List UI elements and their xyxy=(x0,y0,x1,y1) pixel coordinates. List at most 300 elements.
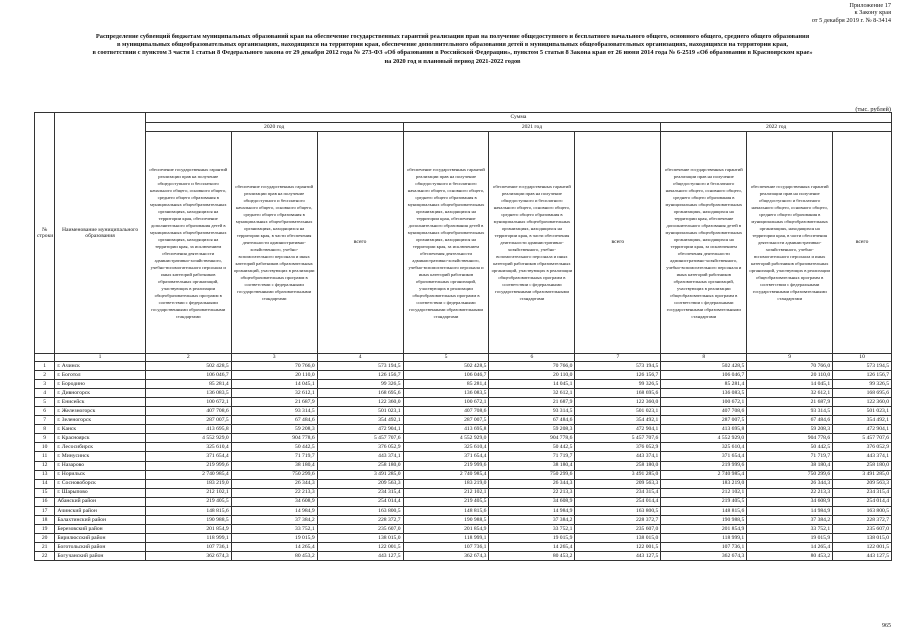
amount-cell: 502 428,5 xyxy=(145,362,231,371)
amount-cell: 413 695,8 xyxy=(661,425,747,434)
amount-cell: 502 428,5 xyxy=(403,362,489,371)
amount-cell: 287 007,5 xyxy=(661,416,747,425)
amount-cell: 209 563,3 xyxy=(317,479,403,488)
amount-cell: 371 654,4 xyxy=(145,452,231,461)
table-row xyxy=(35,434,892,443)
table-row xyxy=(35,389,892,398)
amount-cell: 362 674,3 xyxy=(661,551,747,560)
amount-cell: 71 719,7 xyxy=(747,452,833,461)
amount-cell: 38 180,4 xyxy=(489,461,575,470)
amount-cell: 93 314,5 xyxy=(231,407,317,416)
amount-cell: 126 156,7 xyxy=(317,371,403,380)
amount-cell: 22 213,3 xyxy=(489,488,575,497)
amount-cell: 362 674,3 xyxy=(145,551,231,560)
column-number: 6 xyxy=(489,354,575,362)
amount-cell: 5 457 707,6 xyxy=(317,434,403,443)
appendix-line-1: Приложение 17 xyxy=(849,2,891,9)
amount-cell: 20 110,0 xyxy=(489,371,575,380)
amount-cell: 750 299,6 xyxy=(489,470,575,479)
amount-cell: 106 046,7 xyxy=(403,371,489,380)
row-number: 3 xyxy=(35,380,55,389)
amount-cell: 32 612,1 xyxy=(747,389,833,398)
amount-cell: 183 219,0 xyxy=(403,479,489,488)
amount-cell: 201 854,9 xyxy=(661,524,747,533)
amount-cell: 118 999,1 xyxy=(403,533,489,542)
amount-cell: 573 194,5 xyxy=(317,362,403,371)
table-row xyxy=(35,371,892,380)
municipality-name: Боготольский район xyxy=(55,542,145,551)
amount-cell: 443 374,1 xyxy=(317,452,403,461)
amount-cell: 136 083,5 xyxy=(403,389,489,398)
title-line-4: на 2020 год и плановый период 2021-2022 годов xyxy=(384,57,521,65)
amount-cell: 71 719,7 xyxy=(231,452,317,461)
amount-cell: 50 442,5 xyxy=(489,443,575,452)
amount-cell: 34 608,9 xyxy=(231,497,317,506)
amount-cell: 122 360,0 xyxy=(575,398,661,407)
amount-cell: 750 299,6 xyxy=(747,470,833,479)
table-row xyxy=(35,542,892,551)
header-2022-sub-a: обеспечение государственных гарантий реализации прав на получение общедоступного и бесплатного начального общего, основного общего, среднего общего образования в муниципальных общеобразовательных организациях, находящихся на территории края, обеспечение дополнительного образования детей в муниципальных общеобразовательных организациях, находящихся на территории края, за исключением обеспечения деятельности административно-хозяйственного, учебно-вспомогательного персонала и иных категорий работников образовательных организаций, участвующих в реализации общеобразовательных программ в соответствии с федеральными государственными образовательными стандартами xyxy=(661,132,747,354)
column-number: 3 xyxy=(231,354,317,362)
amount-cell: 228 372,7 xyxy=(833,515,892,524)
column-number: 9 xyxy=(747,354,833,362)
header-2021-sub-b: обеспечение государственных гарантий реализации прав на получение общедоступного и бесплатного начального общего, основного общего, среднего общего образования в муниципальных общеобразовательных организациях, находящихся на территории края, в части обеспечения деятельности административно-хозяйственного, учебно-вспомогательного персонала и иных категорий работников образовательных организаций, участвующих в реализации общеобразовательных программ в соответствии с федеральными государственными образовательными стандартами xyxy=(489,132,575,354)
amount-cell: 26 344,3 xyxy=(489,479,575,488)
amount-cell: 168 695,6 xyxy=(317,389,403,398)
row-number: 19 xyxy=(35,524,55,533)
municipality-name: г. Красноярск xyxy=(55,434,145,443)
amount-cell: 376 052,9 xyxy=(575,443,661,452)
municipality-name: г. Минусинск xyxy=(55,452,145,461)
amount-cell: 325 610,4 xyxy=(145,443,231,452)
header-2021-sub-a: обеспечение государственных гарантий реализации прав на получение общедоступного и бесплатного начального общего, основного общего, среднего общего образования в муниципальных общеобразовательных организациях, находящихся на территории края, обеспечение дополнительного образования детей в муниципальных общеобразовательных организациях, находящихся на территории края, за исключением обеспечения деятельности административно-хозяйственного, учебно-вспомогательного персонала и иных категорий работников образовательных организаций, участвующих в реализации общеобразовательных программ в соответствии с федеральными государственными образовательными стандартами xyxy=(403,132,489,354)
table-row xyxy=(35,407,892,416)
amount-cell: 100 672,1 xyxy=(403,398,489,407)
amount-cell: 32 612,1 xyxy=(489,389,575,398)
amount-cell: 235 607,0 xyxy=(317,524,403,533)
amount-cell: 100 672,1 xyxy=(661,398,747,407)
header-2020-total: всего xyxy=(317,132,403,354)
amount-cell: 118 999,1 xyxy=(661,533,747,542)
amount-cell: 106 046,7 xyxy=(145,371,231,380)
amount-cell: 573 194,5 xyxy=(575,362,661,371)
row-number: 1 xyxy=(35,362,55,371)
amount-cell: 148 815,6 xyxy=(661,506,747,515)
row-number: 5 xyxy=(35,398,55,407)
amount-cell: 99 326,5 xyxy=(833,380,892,389)
header-year-2020: 2020 год xyxy=(145,122,403,132)
amount-cell: 3 491 285,0 xyxy=(833,470,892,479)
amount-cell: 21 687,9 xyxy=(747,398,833,407)
amount-cell: 3 491 285,0 xyxy=(575,470,661,479)
amount-cell: 325 610,4 xyxy=(661,443,747,452)
table-row xyxy=(35,443,892,452)
amount-cell: 19 015,9 xyxy=(231,533,317,542)
header-sum: Сумма xyxy=(145,113,891,123)
row-number: 20 xyxy=(35,533,55,542)
amount-cell: 122 001,5 xyxy=(833,542,892,551)
municipality-name: г. Норильск xyxy=(55,470,145,479)
table-row xyxy=(35,398,892,407)
amount-cell: 67 484,6 xyxy=(489,416,575,425)
amount-cell: 234 315,4 xyxy=(317,488,403,497)
row-number: 2 xyxy=(35,371,55,380)
amount-cell: 4 552 929,0 xyxy=(145,434,231,443)
amount-cell: 254 014,4 xyxy=(575,497,661,506)
municipality-name: г. Шарыпово xyxy=(55,488,145,497)
amount-cell: 22 213,3 xyxy=(747,488,833,497)
amount-cell: 38 180,4 xyxy=(747,461,833,470)
amount-cell: 472 904,1 xyxy=(575,425,661,434)
column-number: 10 xyxy=(833,354,892,362)
amount-cell: 234 315,4 xyxy=(575,488,661,497)
header-year-2021: 2021 год xyxy=(403,122,661,132)
amount-cell: 287 007,5 xyxy=(145,416,231,425)
amount-cell: 4 552 929,0 xyxy=(661,434,747,443)
amount-cell: 219 405,5 xyxy=(403,497,489,506)
amount-cell: 118 999,1 xyxy=(145,533,231,542)
amount-cell: 2 740 985,4 xyxy=(403,470,489,479)
amount-cell: 70 766,0 xyxy=(489,362,575,371)
table-row xyxy=(35,416,892,425)
amount-cell: 93 314,5 xyxy=(747,407,833,416)
title-line-2: в муниципальных общеобразовательных организациях, находящихся на территории края, обеспечение дополнительного образования детей в муниципальных общеобразовательных организациях, находящихся на территории края, xyxy=(116,41,789,49)
amount-cell: 212 102,1 xyxy=(145,488,231,497)
amount-cell: 212 102,1 xyxy=(403,488,489,497)
amount-cell: 502 428,5 xyxy=(661,362,747,371)
amount-cell: 190 988,5 xyxy=(145,515,231,524)
table-row xyxy=(35,479,892,488)
amount-cell: 70 766,0 xyxy=(747,362,833,371)
amount-cell: 904 778,6 xyxy=(747,434,833,443)
amount-cell: 258 180,0 xyxy=(575,461,661,470)
column-number: 8 xyxy=(661,354,747,362)
header-municipality: Наименование муниципального образования xyxy=(55,113,145,354)
amount-cell: 219 999,6 xyxy=(403,461,489,470)
amount-cell: 234 315,4 xyxy=(833,488,892,497)
amount-cell: 107 736,1 xyxy=(145,542,231,551)
municipality-name: г. Канск xyxy=(55,425,145,434)
amount-cell: 34 608,9 xyxy=(747,497,833,506)
document-title xyxy=(6,33,899,66)
amount-cell: 99 326,5 xyxy=(317,380,403,389)
municipality-name: г. Назарово xyxy=(55,461,145,470)
amount-cell: 163 800,5 xyxy=(833,506,892,515)
amount-cell: 71 719,7 xyxy=(489,452,575,461)
municipality-name: г. Боготол xyxy=(55,371,145,380)
amount-cell: 407 708,6 xyxy=(145,407,231,416)
amount-cell: 287 007,5 xyxy=(403,416,489,425)
amount-cell: 19 015,9 xyxy=(489,533,575,542)
amount-cell: 38 180,4 xyxy=(231,461,317,470)
amount-cell: 14 265,4 xyxy=(489,542,575,551)
municipality-name: г. Зеленогорск xyxy=(55,416,145,425)
amount-cell: 50 442,5 xyxy=(231,443,317,452)
amount-cell: 148 815,6 xyxy=(145,506,231,515)
amount-cell: 219 405,5 xyxy=(661,497,747,506)
amount-cell: 254 014,4 xyxy=(317,497,403,506)
header-2022-sub-b: обеспечение государственных гарантий реализации прав на получение общедоступного и бесплатного начального общего, основного общего, среднего общего образования в муниципальных общеобразовательных организациях, находящихся на территории края, в части обеспечения деятельности административно-хозяйственного, учебно-вспомогательного персонала и иных категорий работников образовательных организаций, участвующих в реализации общеобразовательных программ в соответствии с федеральными государственными образовательными стандартами xyxy=(747,132,833,354)
amount-cell: 413 695,8 xyxy=(145,425,231,434)
amount-cell: 136 083,5 xyxy=(661,389,747,398)
amount-cell: 443 374,1 xyxy=(575,452,661,461)
table-row xyxy=(35,470,892,479)
municipality-name: Богучанский район xyxy=(55,551,145,560)
amount-cell: 354 492,1 xyxy=(833,416,892,425)
amount-cell: 126 156,7 xyxy=(575,371,661,380)
header-2020-sub-b: обеспечение государственных гарантий реализации прав на получение общедоступного и бесплатного начального общего, основного общего, среднего общего образования в муниципальных общеобразовательных организациях, находящихся на территории края, в части обеспечения деятельности административно-хозяйственного, учебно-вспомогательного персонала и иных категорий работников образовательных организаций, участвующих в реализации общеобразовательных программ в соответствии с федеральными государственными образовательными стандартами xyxy=(231,132,317,354)
table-row xyxy=(35,506,892,515)
amount-cell: 126 156,7 xyxy=(833,371,892,380)
amount-cell: 122 001,5 xyxy=(317,542,403,551)
amount-cell: 201 854,9 xyxy=(145,524,231,533)
amount-cell: 235 607,0 xyxy=(575,524,661,533)
row-number: 4 xyxy=(35,389,55,398)
amount-cell: 14 045,1 xyxy=(489,380,575,389)
header-2021-total: всего xyxy=(575,132,661,354)
amount-cell: 362 674,3 xyxy=(403,551,489,560)
amount-cell: 443 374,1 xyxy=(833,452,892,461)
amount-cell: 168 695,6 xyxy=(833,389,892,398)
amount-cell: 34 608,9 xyxy=(489,497,575,506)
amount-cell: 14 045,1 xyxy=(747,380,833,389)
amount-cell: 5 457 707,6 xyxy=(833,434,892,443)
amount-cell: 354 492,1 xyxy=(317,416,403,425)
amount-cell: 14 265,4 xyxy=(747,542,833,551)
column-number: 7 xyxy=(575,354,661,362)
amount-cell: 407 708,6 xyxy=(661,407,747,416)
amount-cell: 85 281,4 xyxy=(145,380,231,389)
table-row xyxy=(35,515,892,524)
municipality-name: г. Сосновоборск xyxy=(55,479,145,488)
amount-cell: 122 360,0 xyxy=(317,398,403,407)
amount-cell: 37 384,2 xyxy=(747,515,833,524)
amount-cell: 183 219,0 xyxy=(661,479,747,488)
amount-cell: 14 984,9 xyxy=(489,506,575,515)
header-2020-sub-a: обеспечение государственных гарантий реализации прав на получение общедоступного и бесплатного начального общего, основного общего, среднего общего образования в муниципальных общеобразовательных организациях, находящихся на территории края, обеспечение дополнительного образования детей в муниципальных общеобразовательных организациях, находящихся на территории края, за исключением обеспечения деятельности административно-хозяйственного, учебно-вспомогательного персонала и иных категорий работников образовательных организаций, участвующих в реализации общеобразовательных программ в соответствии с федеральными государственными образовательными стандартами xyxy=(145,132,231,354)
amount-cell: 99 326,5 xyxy=(575,380,661,389)
amount-cell: 168 695,6 xyxy=(575,389,661,398)
table-row xyxy=(35,362,892,371)
amount-cell: 407 708,6 xyxy=(403,407,489,416)
amount-cell: 376 052,9 xyxy=(833,443,892,452)
amount-cell: 212 102,1 xyxy=(661,488,747,497)
amount-cell: 501 023,1 xyxy=(317,407,403,416)
amount-cell: 190 988,5 xyxy=(403,515,489,524)
column-number: 2 xyxy=(145,354,231,362)
amount-cell: 26 344,3 xyxy=(231,479,317,488)
amount-cell: 59 208,3 xyxy=(231,425,317,434)
table-row xyxy=(35,551,892,560)
amount-cell: 201 854,9 xyxy=(403,524,489,533)
subvention-table xyxy=(34,112,892,561)
amount-cell: 138 015,0 xyxy=(575,533,661,542)
amount-cell: 136 083,5 xyxy=(145,389,231,398)
amount-cell: 80 453,2 xyxy=(747,551,833,560)
amount-cell: 22 213,3 xyxy=(231,488,317,497)
amount-cell: 443 127,5 xyxy=(833,551,892,560)
table-row xyxy=(35,425,892,434)
amount-cell: 354 492,1 xyxy=(575,416,661,425)
municipality-name: г. Дивногорск xyxy=(55,389,145,398)
amount-cell: 254 014,4 xyxy=(833,497,892,506)
municipality-name: г. Ачинск xyxy=(55,362,145,371)
column-number: 4 xyxy=(317,354,403,362)
amount-cell: 5 457 707,6 xyxy=(575,434,661,443)
amount-cell: 573 194,5 xyxy=(833,362,892,371)
amount-cell: 163 800,5 xyxy=(575,506,661,515)
row-number: 14 xyxy=(35,479,55,488)
table-row xyxy=(35,461,892,470)
row-number: 22 xyxy=(35,551,55,560)
header-2022-total: всего xyxy=(833,132,892,354)
row-number: 10 xyxy=(35,443,55,452)
amount-cell: 37 384,2 xyxy=(231,515,317,524)
amount-cell: 100 672,1 xyxy=(145,398,231,407)
amount-cell: 33 752,1 xyxy=(231,524,317,533)
amount-cell: 219 999,6 xyxy=(145,461,231,470)
amount-cell: 235 607,0 xyxy=(833,524,892,533)
table-row xyxy=(35,488,892,497)
amount-cell: 472 904,1 xyxy=(317,425,403,434)
page-number: 965 xyxy=(882,623,891,629)
amount-cell: 59 208,3 xyxy=(489,425,575,434)
amount-cell: 148 815,6 xyxy=(403,506,489,515)
row-number: 16 xyxy=(35,497,55,506)
row-number: 15 xyxy=(35,488,55,497)
amount-cell: 228 372,7 xyxy=(317,515,403,524)
amount-cell: 33 752,1 xyxy=(489,524,575,533)
amount-cell: 50 442,5 xyxy=(747,443,833,452)
amount-cell: 325 610,4 xyxy=(403,443,489,452)
amount-cell: 19 015,9 xyxy=(747,533,833,542)
amount-cell: 67 484,6 xyxy=(231,416,317,425)
amount-cell: 4 552 929,0 xyxy=(403,434,489,443)
amount-cell: 501 023,1 xyxy=(575,407,661,416)
column-numbers-row xyxy=(35,354,892,362)
table-row xyxy=(35,497,892,506)
amount-cell: 371 654,4 xyxy=(661,452,747,461)
title-line-3: в соответствии с пунктом 3 части 1 статьи 8 Федерального закона от 29 декабря 2012 года № 273-ФЗ «Об образовании в Российской Федерации», пунктом 5 статьи 8 Закона края от 26 июня 2014 года № 6-2519 «Об образовании в Красноярском крае» xyxy=(92,49,813,57)
amount-cell: 37 384,2 xyxy=(489,515,575,524)
amount-cell: 3 491 285,0 xyxy=(317,470,403,479)
column-number-blank xyxy=(35,354,55,362)
amount-cell: 122 360,0 xyxy=(833,398,892,407)
amount-cell: 26 344,3 xyxy=(747,479,833,488)
amount-cell: 904 778,6 xyxy=(231,434,317,443)
table-row xyxy=(35,524,892,533)
amount-cell: 138 015,0 xyxy=(833,533,892,542)
amount-cell: 443 127,5 xyxy=(575,551,661,560)
appendix-block xyxy=(812,2,891,24)
amount-cell: 21 687,9 xyxy=(231,398,317,407)
municipality-name: г. Лесосибирск xyxy=(55,443,145,452)
units-label: (тыс. рублей) xyxy=(855,106,891,113)
row-number: 13 xyxy=(35,470,55,479)
amount-cell: 2 740 985,4 xyxy=(145,470,231,479)
amount-cell: 20 110,0 xyxy=(747,371,833,380)
amount-cell: 70 766,0 xyxy=(231,362,317,371)
amount-cell: 32 612,1 xyxy=(231,389,317,398)
amount-cell: 107 736,1 xyxy=(661,542,747,551)
amount-cell: 190 988,5 xyxy=(661,515,747,524)
amount-cell: 67 484,6 xyxy=(747,416,833,425)
amount-cell: 122 001,5 xyxy=(575,542,661,551)
amount-cell: 371 654,4 xyxy=(403,452,489,461)
amount-cell: 20 110,0 xyxy=(231,371,317,380)
amount-cell: 163 800,5 xyxy=(317,506,403,515)
row-number: 21 xyxy=(35,542,55,551)
row-number: 7 xyxy=(35,416,55,425)
amount-cell: 219 999,6 xyxy=(661,461,747,470)
municipality-name: Ачинский район xyxy=(55,506,145,515)
column-number: 1 xyxy=(55,354,145,362)
amount-cell: 904 778,6 xyxy=(489,434,575,443)
amount-cell: 228 372,7 xyxy=(575,515,661,524)
amount-cell: 33 752,1 xyxy=(747,524,833,533)
amount-cell: 376 052,9 xyxy=(317,443,403,452)
amount-cell: 14 045,1 xyxy=(231,380,317,389)
amount-cell: 85 281,4 xyxy=(661,380,747,389)
title-line-1: Распределение субвенций бюджетам муниципальных образований края на обеспечение государственных гарантий реализации прав на получение общедоступного и бесплатного начального общего, основного общего, среднего общего образования xyxy=(95,33,810,40)
amount-cell: 107 736,1 xyxy=(403,542,489,551)
municipality-name: Бирилюсский район xyxy=(55,533,145,542)
municipality-name: Березовский район xyxy=(55,524,145,533)
table-row xyxy=(35,533,892,542)
municipality-name: г. Бородино xyxy=(55,380,145,389)
municipality-name: г. Железногорск xyxy=(55,407,145,416)
municipality-name: Абанский район xyxy=(55,497,145,506)
appendix-line-2: к Закону края xyxy=(854,9,891,17)
header-year-2022: 2022 год xyxy=(661,122,892,132)
amount-cell: 2 740 985,4 xyxy=(661,470,747,479)
amount-cell: 138 015,0 xyxy=(317,533,403,542)
amount-cell: 93 314,5 xyxy=(489,407,575,416)
amount-cell: 14 984,9 xyxy=(231,506,317,515)
amount-cell: 14 265,4 xyxy=(231,542,317,551)
amount-cell: 21 687,9 xyxy=(489,398,575,407)
municipality-name: Балахтинский район xyxy=(55,515,145,524)
municipality-name: г. Енисейск xyxy=(55,398,145,407)
row-number: 17 xyxy=(35,506,55,515)
table-body xyxy=(35,362,892,561)
amount-cell: 85 281,4 xyxy=(403,380,489,389)
amount-cell: 209 563,3 xyxy=(575,479,661,488)
amount-cell: 106 046,7 xyxy=(661,371,747,380)
amount-cell: 258 180,0 xyxy=(317,461,403,470)
table-row xyxy=(35,452,892,461)
amount-cell: 183 219,0 xyxy=(145,479,231,488)
amount-cell: 472 904,1 xyxy=(833,425,892,434)
row-number: 9 xyxy=(35,434,55,443)
amount-cell: 80 453,2 xyxy=(489,551,575,560)
row-number: 6 xyxy=(35,407,55,416)
row-number: 11 xyxy=(35,452,55,461)
amount-cell: 14 984,9 xyxy=(747,506,833,515)
amount-cell: 80 453,2 xyxy=(231,551,317,560)
amount-cell: 501 023,1 xyxy=(833,407,892,416)
amount-cell: 443 127,5 xyxy=(317,551,403,560)
amount-cell: 219 405,5 xyxy=(145,497,231,506)
amount-cell: 258 180,0 xyxy=(833,461,892,470)
row-number: 18 xyxy=(35,515,55,524)
amount-cell: 209 563,3 xyxy=(833,479,892,488)
row-number: 12 xyxy=(35,461,55,470)
column-number: 5 xyxy=(403,354,489,362)
table-row xyxy=(35,380,892,389)
header-row-number: № строки xyxy=(35,113,55,354)
amount-cell: 413 695,8 xyxy=(403,425,489,434)
